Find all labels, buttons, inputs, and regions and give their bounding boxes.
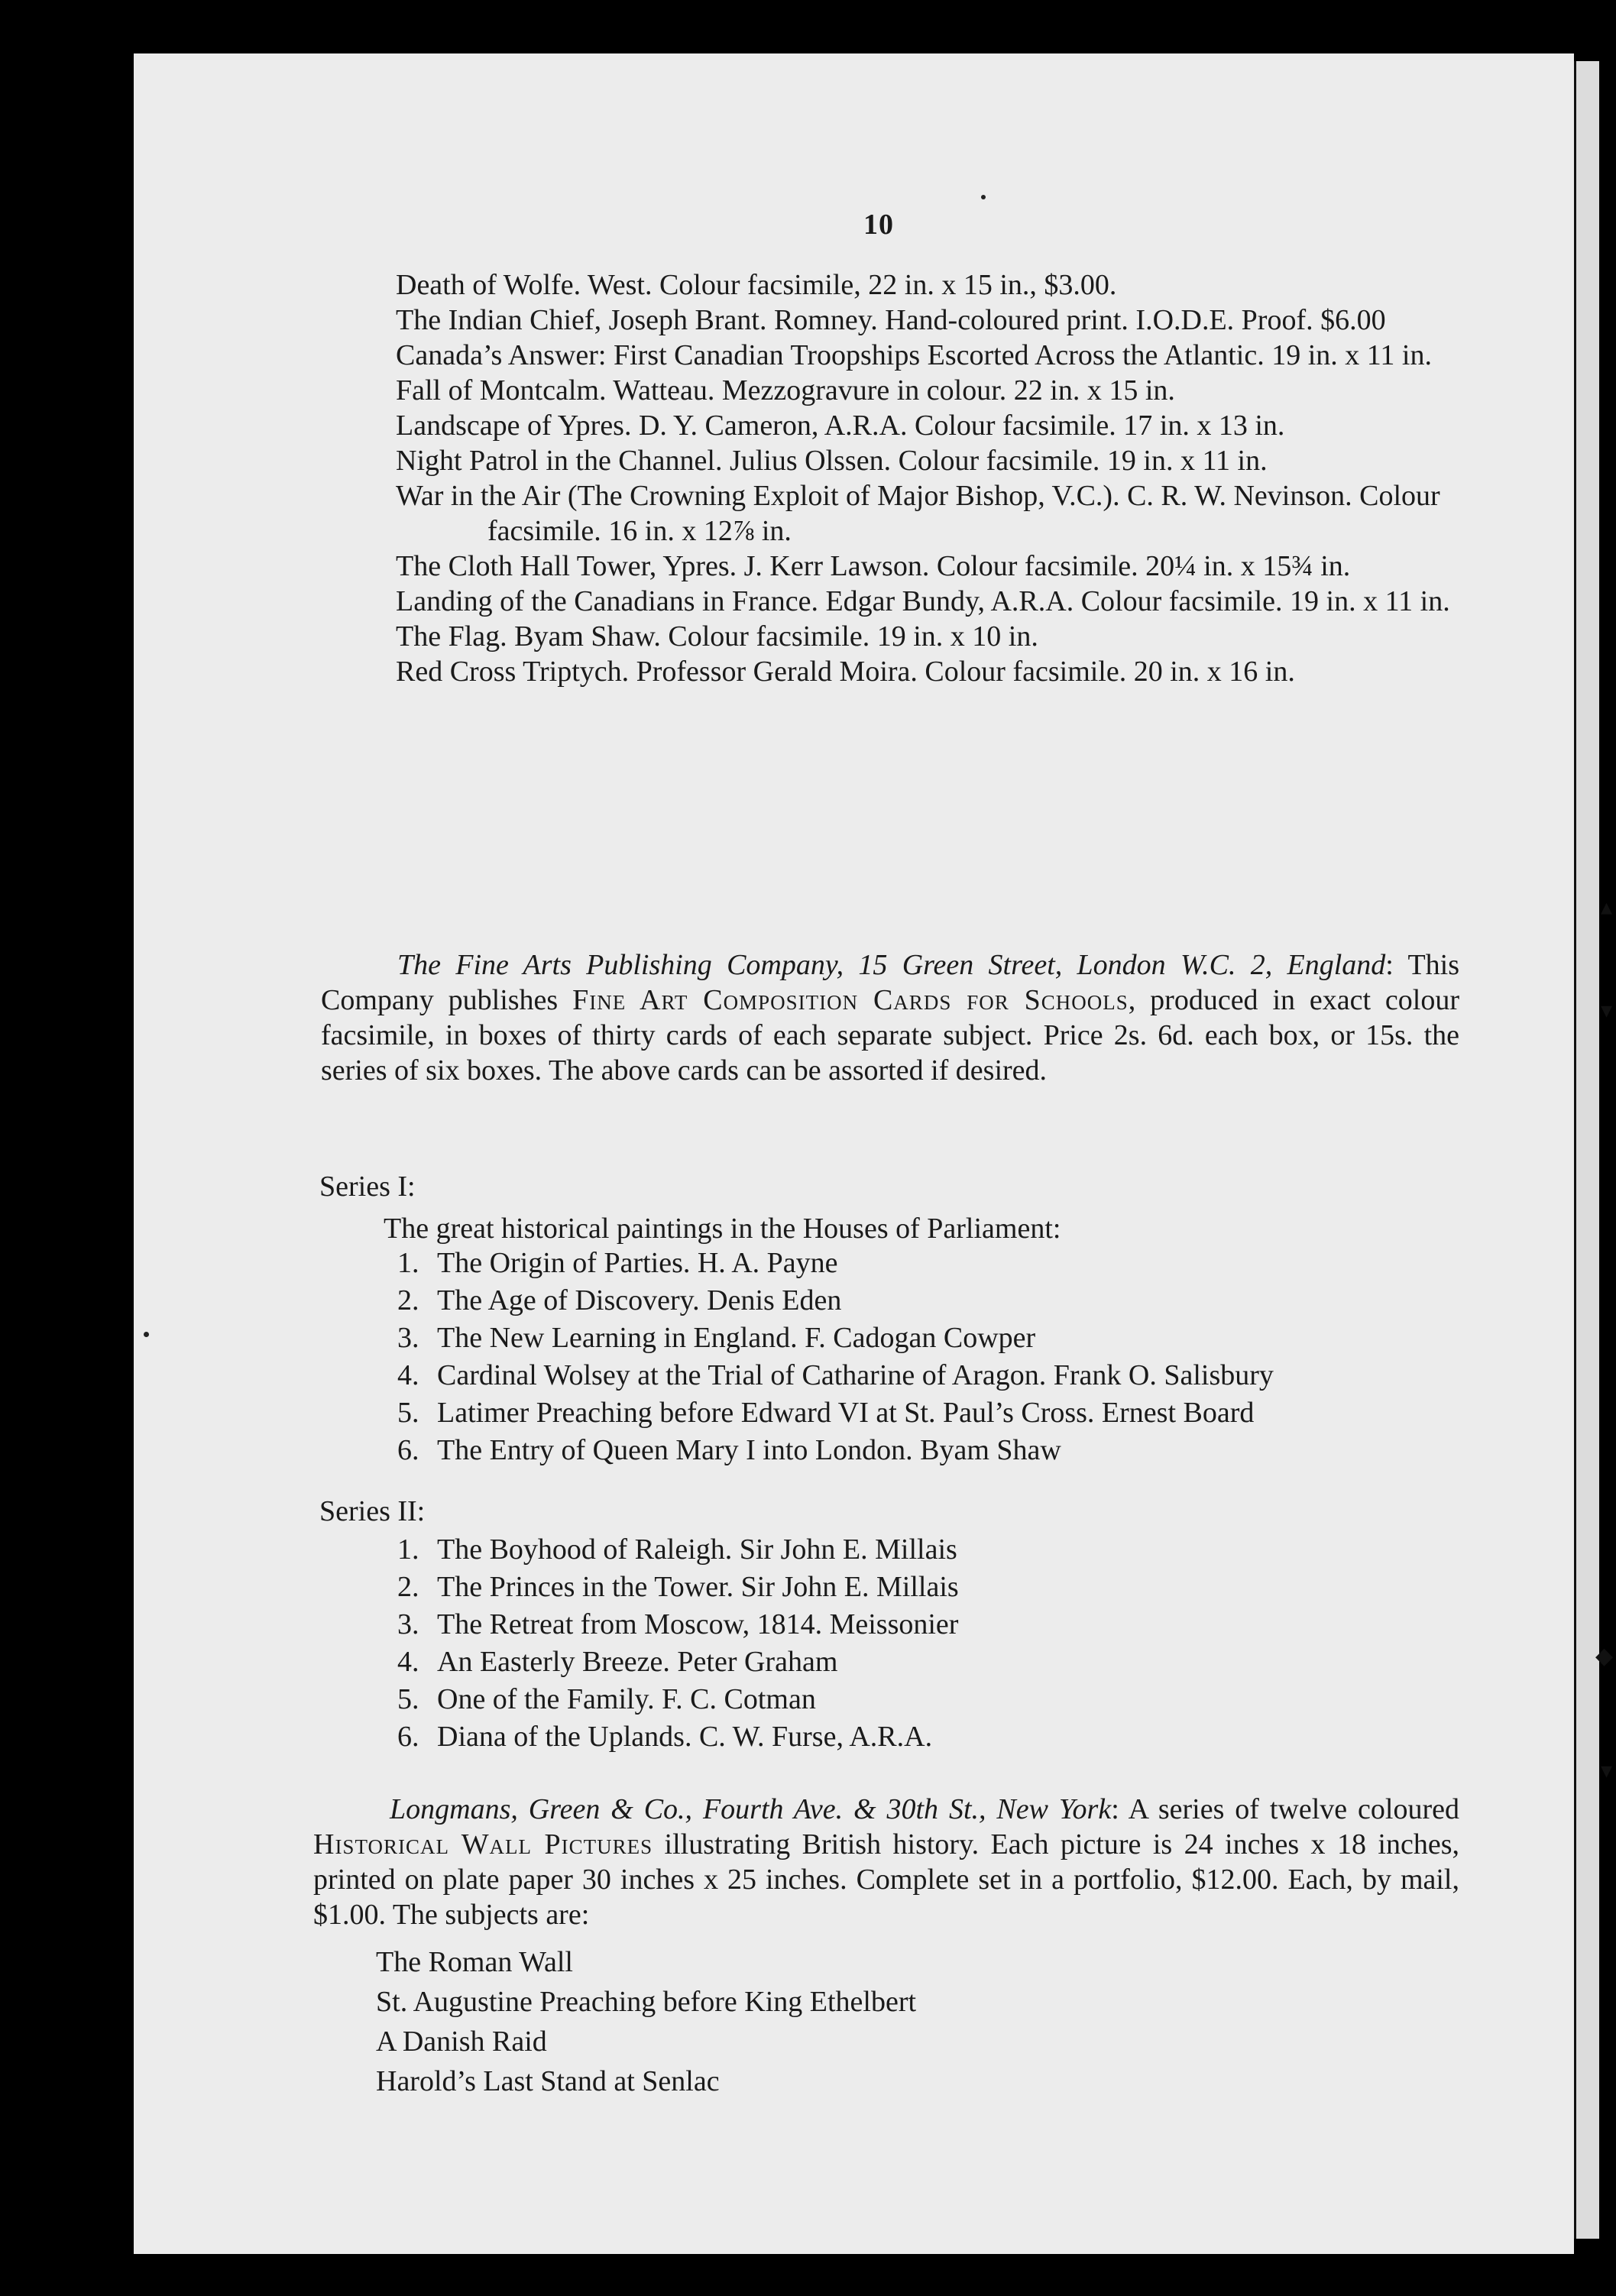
item-text: The Retreat from Moscow, 1814. Meissonier: [437, 1608, 959, 1640]
item-text: Diana of the Uplands. C. W. Furse, A.R.A.: [437, 1721, 933, 1753]
series-1-intro: The great historical paintings in the Houses of Parliament:: [384, 1213, 1061, 1245]
entry-canadas-answer: Canada’s Answer: First Canadian Troopships Escorted Across the Atlantic. 19 in. x 11 in.: [396, 339, 1432, 371]
item-number: 2.: [397, 1571, 419, 1603]
item-number: 3.: [397, 1322, 419, 1354]
list-item: [397, 1358, 1274, 1395]
list-item: [397, 1532, 959, 1569]
list-item: [397, 1320, 1274, 1358]
entry-landscape-of-ypres: Landscape of Ypres. D. Y. Cameron, A.R.A. Colour facsimile. 17 in. x 13 in.: [396, 410, 1285, 442]
entry-night-patrol: Night Patrol in the Channel. Julius Olssen. Colour facsimile. 19 in. x 11 in.: [396, 445, 1268, 477]
fine-arts-product: Fine Art Composition Cards for Schools: [572, 984, 1129, 1016]
item-number: 1.: [397, 1533, 419, 1566]
item-text: The Princes in the Tower. Sir John E. Millais: [437, 1571, 959, 1603]
longmans-text-b: illustrating British history. Each picture is 24 inches x 18 inches, printed on plate paper 30 inches x 25 inches. Complete set in a portfolio, $12.00. Each, by mail, $1.00. The subjects are:: [313, 1828, 1459, 1931]
scan-speck: [981, 195, 986, 199]
subject-item: Harold’s Last Stand at Senlac: [376, 2065, 720, 2097]
page-number: 10: [863, 209, 894, 241]
entry-death-of-wolfe: Death of Wolfe. West. Colour facsimile, 22 in. x 15 in., $3.00.: [396, 269, 1117, 301]
fine-arts-text-b: , produced in exact colour facsimile, in boxes of thirty cards of each separate subject. Price 2s. 6d. each box, or 15s. the series of six boxes. The above cards can be assorted if desired.: [321, 984, 1460, 1086]
fine-arts-paragraph: [321, 947, 1459, 1088]
item-number: 5.: [397, 1683, 419, 1715]
item-text: The Age of Discovery. Denis Eden: [437, 1284, 842, 1316]
longmans-publisher: Longmans, Green & Co., Fourth Ave. & 30th St., New York: [390, 1793, 1112, 1825]
item-text: Cardinal Wolsey at the Trial of Catharine of Aragon. Frank O. Salisbury: [437, 1359, 1274, 1391]
entry-landing-canadians: Landing of the Canadians in France. Edgar Bundy, A.R.A. Colour facsimile. 19 in. x 11 in.: [396, 585, 1450, 617]
subject-item: St. Augustine Preaching before King Ethelbert: [376, 1986, 917, 2018]
margin-arrow-mark: ▴: [1601, 894, 1613, 921]
item-text: The Entry of Queen Mary I into London. Byam Shaw: [437, 1434, 1061, 1466]
list-item: [397, 1245, 1274, 1283]
series-2-heading: Series II:: [319, 1495, 426, 1527]
list-item: [397, 1682, 959, 1719]
item-text: Latimer Preaching before Edward VI at St. Paul’s Cross. Ernest Board: [437, 1397, 1255, 1429]
entry-war-in-the-air: War in the Air (The Crowning Exploit of Major Bishop, V.C.). C. R. W. Nevinson. Colour facsimile. 16 in. x 12⅞ in.: [396, 480, 1440, 547]
margin-arrow-mark: ▾: [1601, 997, 1613, 1024]
entry-the-flag: The Flag. Byam Shaw. Colour facsimile. 19 in. x 10 in.: [396, 620, 1038, 653]
item-number: 2.: [397, 1284, 419, 1316]
entry-cloth-hall-tower: The Cloth Hall Tower, Ypres. J. Kerr Lawson. Colour facsimile. 20¼ in. x 15¾ in.: [396, 550, 1351, 582]
margin-arrow-mark: ◆: [1595, 1643, 1614, 1669]
item-text: The Boyhood of Raleigh. Sir John E. Millais: [437, 1533, 957, 1566]
next-page-edge: [1574, 61, 1599, 2239]
list-item: [397, 1607, 959, 1644]
longmans-product: Historical Wall Pictures: [313, 1828, 653, 1860]
item-number: 1.: [397, 1247, 419, 1279]
subjects-list: [376, 1945, 916, 2103]
list-item: [397, 1283, 1274, 1320]
margin-arrow-mark: ▾: [1601, 1757, 1613, 1784]
item-text: One of the Family. F. C. Cotman: [437, 1683, 816, 1715]
item-number: 5.: [397, 1397, 419, 1429]
item-text: The New Learning in England. F. Cadogan Cowper: [437, 1322, 1036, 1354]
longmans-paragraph: [313, 1792, 1459, 1932]
list-item: [397, 1433, 1274, 1470]
list-item: [397, 1644, 959, 1682]
list-item: [397, 1569, 959, 1607]
series-1-list: [397, 1245, 1274, 1470]
item-text: An Easterly Breeze. Peter Graham: [437, 1646, 838, 1678]
series-2-list: [397, 1532, 959, 1757]
print-list: [396, 267, 1462, 689]
item-number: 4.: [397, 1646, 419, 1678]
entry-indian-chief: The Indian Chief, Joseph Brant. Romney. Hand-coloured print. I.O.D.E. Proof. $6.00: [396, 304, 1386, 336]
series-1-heading: Series I:: [319, 1171, 416, 1203]
subject-item: The Roman Wall: [376, 1946, 573, 1978]
item-number: 6.: [397, 1721, 419, 1753]
list-item: [397, 1395, 1274, 1433]
fine-arts-publisher: The Fine Arts Publishing Company, 15 Green Street, London W.C. 2, England: [397, 949, 1386, 981]
item-number: 6.: [397, 1434, 419, 1466]
entry-red-cross-triptych: Red Cross Triptych. Professor Gerald Moira. Colour facsimile. 20 in. x 16 in.: [396, 656, 1295, 688]
list-item: [397, 1719, 959, 1757]
subject-item: A Danish Raid: [376, 2026, 547, 2058]
scan-speck: [144, 1332, 149, 1337]
fine-arts-text-a: : This Company publishes: [321, 949, 1460, 1016]
entry-fall-of-montcalm: Fall of Montcalm. Watteau. Mezzogravure in colour. 22 in. x 15 in.: [396, 374, 1175, 406]
item-number: 3.: [397, 1608, 419, 1640]
longmans-text-a: : A series of twelve coloured: [1111, 1793, 1460, 1825]
item-number: 4.: [397, 1359, 419, 1391]
item-text: The Origin of Parties. H. A. Payne: [437, 1247, 838, 1279]
